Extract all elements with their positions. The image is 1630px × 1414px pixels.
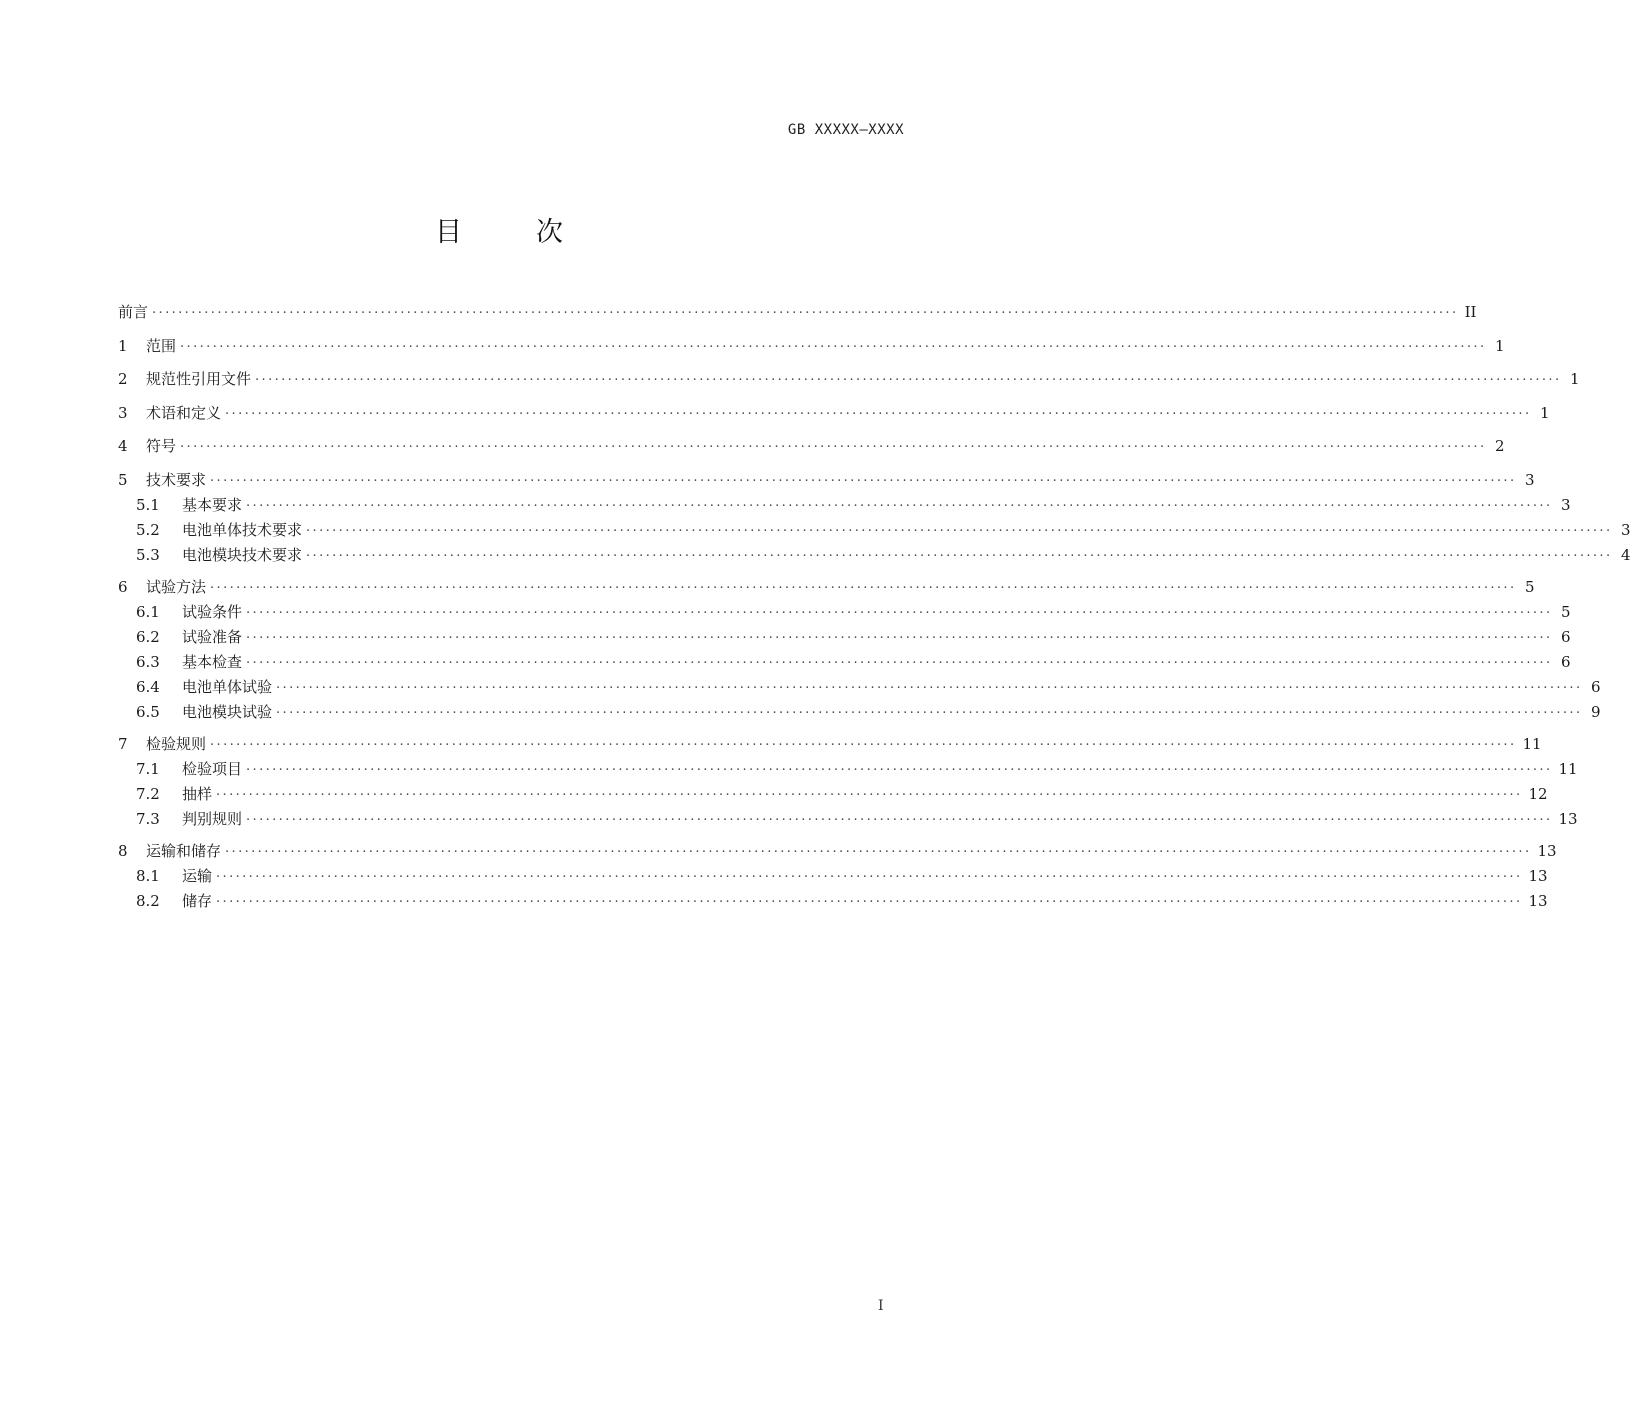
toc-entry-number: 7.3 [136,809,160,828]
toc-entry-label: 基本要求 [182,495,243,514]
toc-dot-leader: ........................................................................................................................................................................................................ [246,494,1553,510]
toc-entry-page: 1 [1494,336,1505,355]
toc-entry-number: 5 [118,470,128,489]
toc-entry-label: 前言 [118,303,149,321]
toc-entry[interactable] [118,861,1548,886]
standard-code: GB XXXXX—XXXX [787,122,904,138]
toc-dot-leader: ........................................................................................................................................................................................................ [306,519,1613,535]
toc-entry[interactable] [118,886,1548,911]
toc-entry-page: 5 [1524,577,1535,596]
toc-entry-label: 判别规则 [182,809,243,828]
toc-entry-number: 6.1 [136,602,160,621]
toc-entry-number: 6.5 [136,702,160,721]
toc-entry-page: 6 [1590,677,1601,696]
toc-dot-leader: ........................................................................................................................................................................................................ [210,576,1517,592]
toc-entry[interactable] [118,697,1601,722]
toc-entry-number: 7.2 [136,784,160,803]
toc-entry-label: 电池单体试验 [182,677,273,696]
toc-entry-page: 1 [1569,370,1580,388]
toc-entry[interactable] [118,647,1571,672]
toc-entry-label: 电池模块技术要求 [182,545,303,564]
toc-entry-page: 6 [1560,627,1571,646]
toc-entry[interactable] [118,565,1535,597]
toc-entry[interactable] [118,356,1580,390]
toc-entry-label: 电池单体技术要求 [182,520,303,539]
toc-entry-page: II [1464,303,1477,321]
toc-entry-label: 电池模块试验 [182,702,273,721]
toc-entry[interactable] [118,423,1505,457]
toc-entry[interactable] [118,540,1630,565]
toc-entry-label: 试验准备 [182,627,243,646]
toc-entry-page: 11 [1522,734,1542,753]
toc-entry-label: 检验项目 [182,759,243,778]
toc-entry[interactable] [118,456,1535,490]
toc-entry[interactable] [118,779,1548,804]
toc-entry[interactable] [118,722,1542,754]
toc-dot-leader: ........................................................................................................................................................................................................ [246,601,1553,617]
title-char-1: 目 [435,217,464,248]
toc-dot-leader: ........................................................................................................................................................................................................ [216,890,1523,906]
toc-entry-page: 13 [1537,841,1557,860]
toc-entry-page: 9 [1590,702,1601,721]
toc-entry-page: 1 [1539,403,1550,422]
toc-entry-number: 6.3 [136,652,160,671]
toc-entry-number: 1 [118,336,128,355]
toc-entry[interactable] [118,672,1601,697]
toc-entry-label: 运输 [182,866,213,885]
toc-entry-number: 6.4 [136,677,160,696]
toc-entry[interactable] [118,754,1578,779]
toc-entry[interactable] [118,829,1557,861]
toc-entry-page: 13 [1528,866,1548,885]
toc-entry-label: 技术要求 [146,470,207,489]
toc-dot-leader: ........................................................................................................................................................................................................ [246,758,1553,774]
toc-entry-number: 5.1 [136,495,160,514]
toc-entry-label: 试验方法 [146,577,207,596]
toc-dot-leader: ........................................................................................................................................................................................................ [246,808,1553,824]
toc-entry-number: 3 [118,403,128,422]
toc-entry-page: 2 [1494,437,1505,455]
toc-entry-number: 7.1 [136,759,160,778]
toc-entry-number: 2 [118,370,128,388]
toc-entry-page: 5 [1560,602,1571,621]
toc-entry-label: 试验条件 [182,602,243,621]
toc-dot-leader: ........................................................................................................................................................................................................ [246,626,1553,642]
toc-entry[interactable] [118,597,1571,622]
toc-entry-page: 3 [1524,470,1535,489]
toc-entry-page: 11 [1558,759,1578,778]
toc-entry-number: 8.2 [136,891,160,910]
toc-entry-number: 6.2 [136,627,160,646]
toc-entry-page: 12 [1528,784,1548,803]
title-char-2: 次 [536,217,565,248]
toc-dot-leader: ........................................................................................................................................................................................................ [210,469,1517,485]
toc-entry-label: 检验规则 [146,734,207,753]
toc-dot-leader: ........................................................................................................................................................................................................ [180,335,1487,351]
toc-dot-leader: ........................................................................................................................................................................................................ [180,436,1487,451]
toc-entry-label: 规范性引用文件 [146,370,252,388]
toc-dot-leader: ........................................................................................................................................................................................................ [210,733,1517,749]
toc-entry[interactable] [118,804,1578,829]
toc-dot-leader: ........................................................................................................................................................................................................ [306,544,1613,560]
toc-entry[interactable] [118,490,1571,515]
toc-dot-leader: ........................................................................................................................................................................................................ [225,840,1532,856]
toc-entry-number: 8 [118,841,128,860]
toc-entry[interactable] [118,300,1477,322]
toc-entry-number: 4 [118,437,128,455]
toc-entry-label: 术语和定义 [146,403,222,422]
toc-dot-leader: ........................................................................................................................................................................................................ [225,402,1532,418]
toc-dot-leader: ........................................................................................................................................................................................................ [216,865,1523,881]
toc-dot-leader: ........................................................................................................................................................................................................ [152,302,1459,317]
page-number: I [878,1298,884,1314]
toc-entry-number: 5.2 [136,520,160,539]
toc-dot-leader: ........................................................................................................................................................................................................ [276,701,1583,717]
toc-entry-page: 3 [1620,520,1630,539]
toc-entry-label: 符号 [146,437,177,455]
toc-entry[interactable] [118,515,1630,540]
toc-entry-page: 6 [1560,652,1571,671]
toc-dot-leader: ........................................................................................................................................................................................................ [246,651,1553,667]
toc-entry-number: 6 [118,577,128,596]
toc-entry-label: 范围 [146,336,177,355]
toc-entry-page: 4 [1620,545,1630,564]
toc-entry-label: 储存 [182,891,213,910]
toc-entry-number: 7 [118,734,128,753]
table-of-contents [118,300,1630,911]
page-title [0,210,1000,249]
toc-entry-page: 13 [1558,809,1578,828]
toc-dot-leader: ........................................................................................................................................................................................................ [276,676,1583,692]
toc-entry[interactable] [118,389,1550,423]
toc-entry-page: 13 [1528,891,1548,910]
toc-entry-number: 5.3 [136,545,160,564]
toc-entry-label: 运输和储存 [146,841,222,860]
toc-entry-label: 抽样 [182,784,213,803]
toc-entry-number: 8.1 [136,866,160,885]
toc-entry-page: 3 [1560,495,1571,514]
toc-entry[interactable] [118,322,1505,356]
toc-dot-leader: ........................................................................................................................................................................................................ [216,783,1523,799]
toc-entry-label: 基本检查 [182,652,243,671]
toc-entry[interactable] [118,622,1571,647]
toc-dot-leader: ........................................................................................................................................................................................................ [255,369,1562,384]
